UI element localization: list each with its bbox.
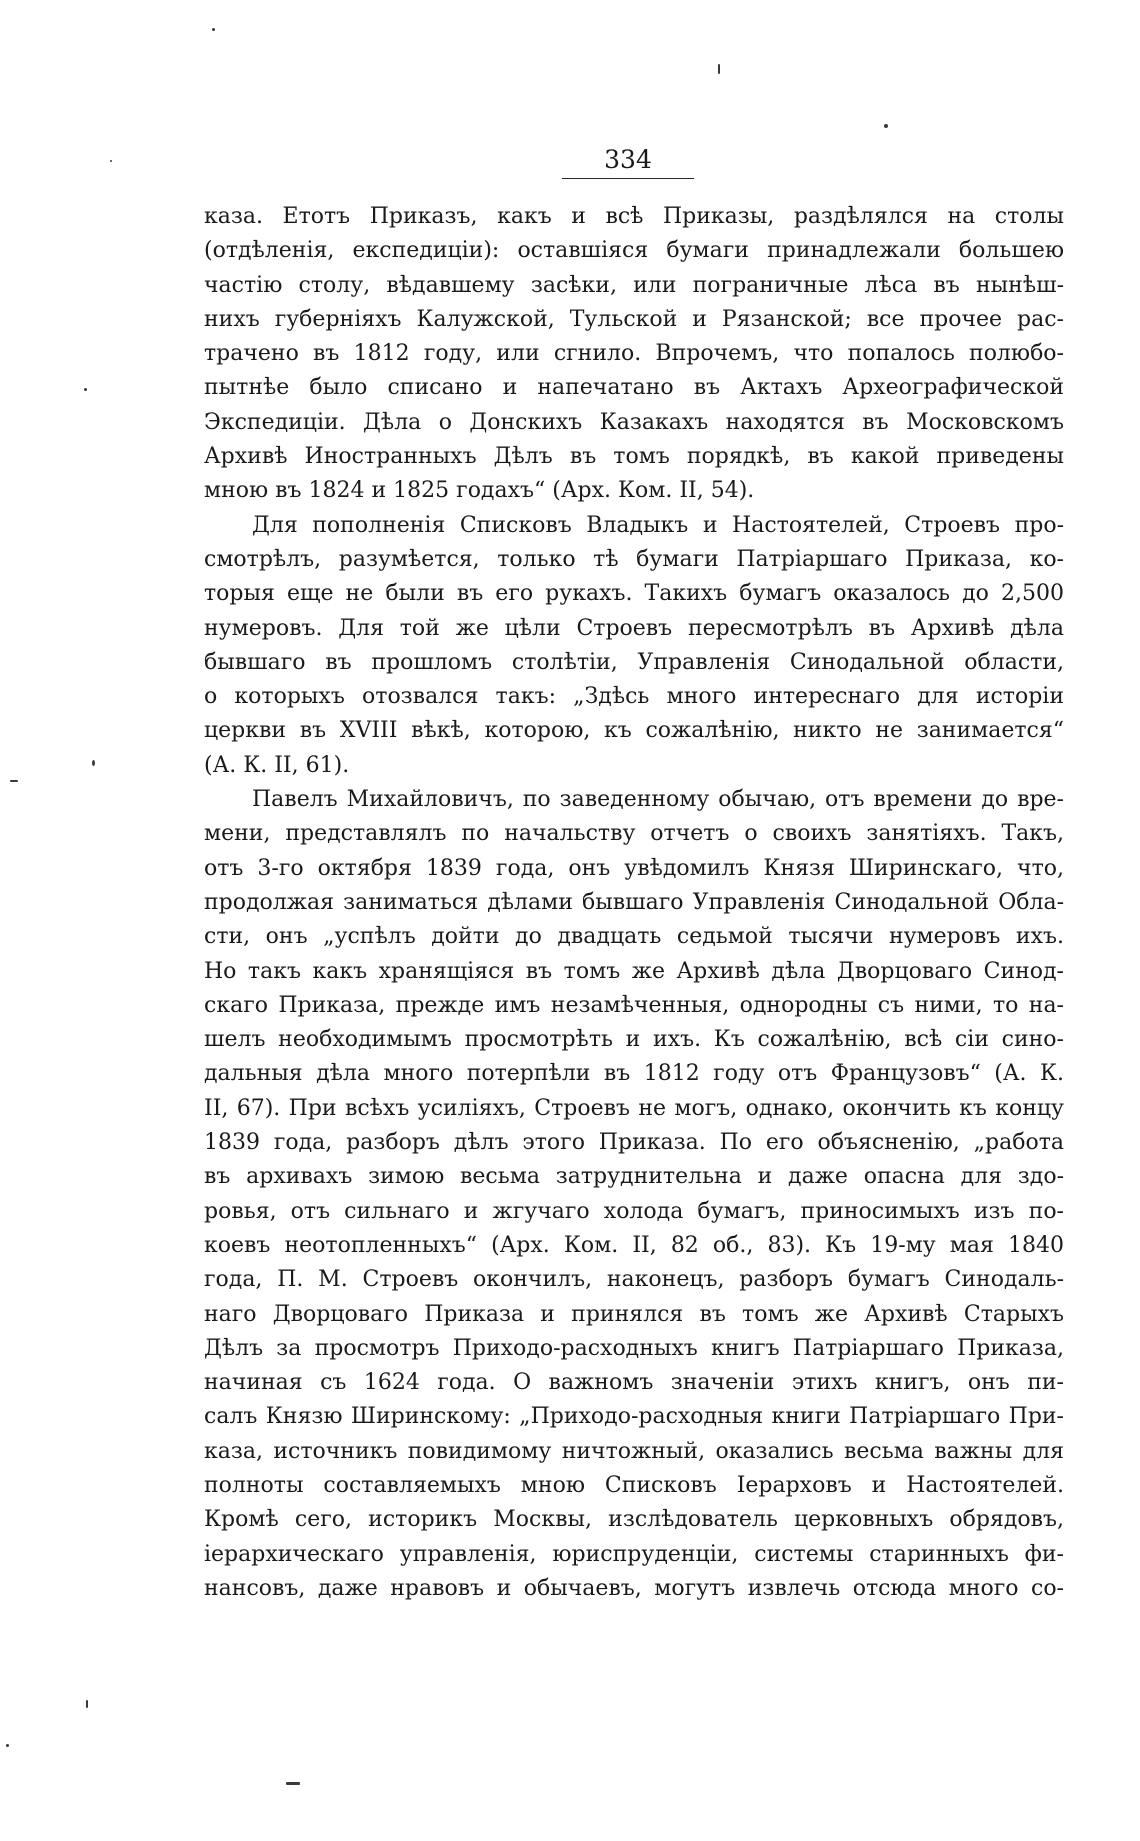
scan-speck <box>110 160 112 162</box>
scan-speck <box>86 1700 88 1708</box>
page-number: 334 <box>604 145 652 174</box>
text-line: скаго Приказа, прежде имъ незамѣченныя, однородны съ ними, то на- <box>204 992 1064 1018</box>
text-line: шелъ необходимымъ просмотрѣть и ихъ. Къ сожалѣнію, всѣ сіи сино- <box>204 1027 1064 1053</box>
scan-speck <box>84 388 87 391</box>
text-line: торыя еще не были въ его рукахъ. Такихъ бумагъ оказалось до 2,500 <box>204 581 1064 607</box>
text-line: Экспедиціи. Дѣла о Донскихъ Казакахъ находятся въ Московскомъ <box>204 409 1064 435</box>
text-line: сти, онъ „успѣлъ дойти до двадцать седьмой тысячи нумеровъ ихъ. <box>204 924 1064 950</box>
scan-speck <box>10 780 18 782</box>
text-line: года, П. М. Строевъ окончилъ, наконецъ, разборъ бумагъ Синодаль- <box>204 1267 1064 1293</box>
text-line: нихъ губерніяхъ Калужской, Тульской и Рязанской; все прочее рас- <box>204 306 1064 332</box>
scan-speck <box>884 124 888 128</box>
text-line: Павелъ Михайловичъ, по заведенному обычаю, отъ времени до вре- <box>252 787 1064 813</box>
text-line: ровья, отъ сильнаго и жгучаго холода бумагъ, приносимыхъ изъ по- <box>204 1198 1064 1224</box>
text-line: мною въ 1824 и 1825 годахъ“ (Арх. Ком. II, 54). <box>204 478 755 504</box>
body-text <box>204 200 1064 1606</box>
text-line: салъ Князю Ширинскому: „Приходо-расходныя книги Патріаршаго При- <box>204 1404 1064 1430</box>
text-line: начиная съ 1624 года. О важномъ значеніи этихъ книгъ, онъ пи- <box>204 1370 1064 1396</box>
text-line: о которыхъ отозвался такъ: „Здѣсь много интереснаго для исторіи <box>204 684 1064 710</box>
text-line: трачено въ 1812 году, или сгнило. Впрочемъ, что попалось полюбо- <box>204 341 1064 367</box>
text-line: Дѣлъ за просмотръ Приходо-расходныхъ книгъ Патріаршаго Приказа, <box>204 1335 1064 1361</box>
scan-speck <box>718 64 720 74</box>
text-line: мени, представлялъ по начальству отчетъ о своихъ занятіяхъ. Такъ, <box>204 821 1064 847</box>
text-line: пытнѣе было списано и напечатано въ Актахъ Археографической <box>204 375 1064 401</box>
text-line: отъ 3-го октября 1839 года, онъ увѣдомилъ Князя Ширинскаго, что, <box>204 855 1064 881</box>
text-line: дальныя дѣла много потерпѣли въ 1812 году отъ Французовъ“ (А. К. <box>204 1061 1064 1087</box>
text-line: II, 67). При всѣхъ усиліяхъ, Строевъ не могъ, однако, окончить къ концу <box>204 1095 1064 1121</box>
scan-speck <box>212 28 215 31</box>
text-line: Кромѣ сего, историкъ Москвы, изслѣдователь церковныхъ обрядовъ, <box>204 1507 1064 1533</box>
text-line: (отдѣленія, експедиціи): оставшіяся бумаги принадлежали большею <box>204 238 1064 264</box>
text-line: бывшаго въ прошломъ столѣтіи, Управленія Синодальной области, <box>204 649 1064 675</box>
text-line: іерархическаго управленія, юриспруденціи, системы старинныхъ фи- <box>204 1541 1064 1567</box>
scan-speck <box>286 1782 300 1785</box>
text-line: 1839 года, разборъ дѣлъ этого Приказа. По его объясненію, „работа <box>204 1130 1064 1156</box>
text-line: Для пополненія Списковъ Владыкъ и Настоятелей, Строевъ про- <box>252 512 1064 538</box>
text-line: коевъ неотопленныхъ“ (Арх. Ком. II, 82 об., 83). Къ 19-му мая 1840 <box>204 1232 1064 1258</box>
text-line: въ архивахъ зимою весьма затруднительна и даже опасна для здо- <box>204 1164 1064 1190</box>
text-line: нумеровъ. Для той же цѣли Строевъ пересмотрѣлъ въ Архивѣ дѣла <box>204 615 1064 641</box>
text-line: продолжая заниматься дѣлами бывшаго Управленія Синодальной Обла- <box>204 889 1064 915</box>
text-line: Но такъ какъ хранящіяся въ томъ же Архивѣ дѣла Дворцоваго Синод- <box>204 958 1064 984</box>
text-line: смотрѣлъ, разумѣется, только тѣ бумаги Патріаршаго Приказа, ко- <box>204 546 1064 572</box>
text-line: полноты составляемыхъ мною Списковъ Іерарховъ и Настоятелей. <box>204 1472 1064 1498</box>
scan-speck <box>6 1744 9 1747</box>
text-line: каза. Етотъ Приказъ, какъ и всѣ Приказы, раздѣлялся на столы <box>204 204 1064 229</box>
text-line: частію столу, вѣдавшему засѣки, или пограничные лѣса въ нынѣш- <box>204 272 1064 298</box>
text-line: каза, источникъ повидимому ничтожный, оказались весьма важны для <box>204 1438 1064 1464</box>
text-line: нансовъ, даже нравовъ и обычаевъ, могутъ извлечь отсюда много со- <box>204 1575 1064 1601</box>
page-number-rule <box>562 178 694 179</box>
text-line: наго Дворцоваго Приказа и принялся въ томъ же Архивѣ Старыхъ <box>204 1301 1064 1327</box>
text-line: Архивѣ Иностранныхъ Дѣлъ въ томъ порядкѣ, въ какой приведены <box>204 444 1064 470</box>
text-line: (А. К. II, 61). <box>204 752 350 778</box>
text-line: церкви въ XVIII вѣкѣ, которою, къ сожалѣнію, никто не занимается“ <box>204 718 1064 744</box>
scan-speck <box>92 760 95 766</box>
